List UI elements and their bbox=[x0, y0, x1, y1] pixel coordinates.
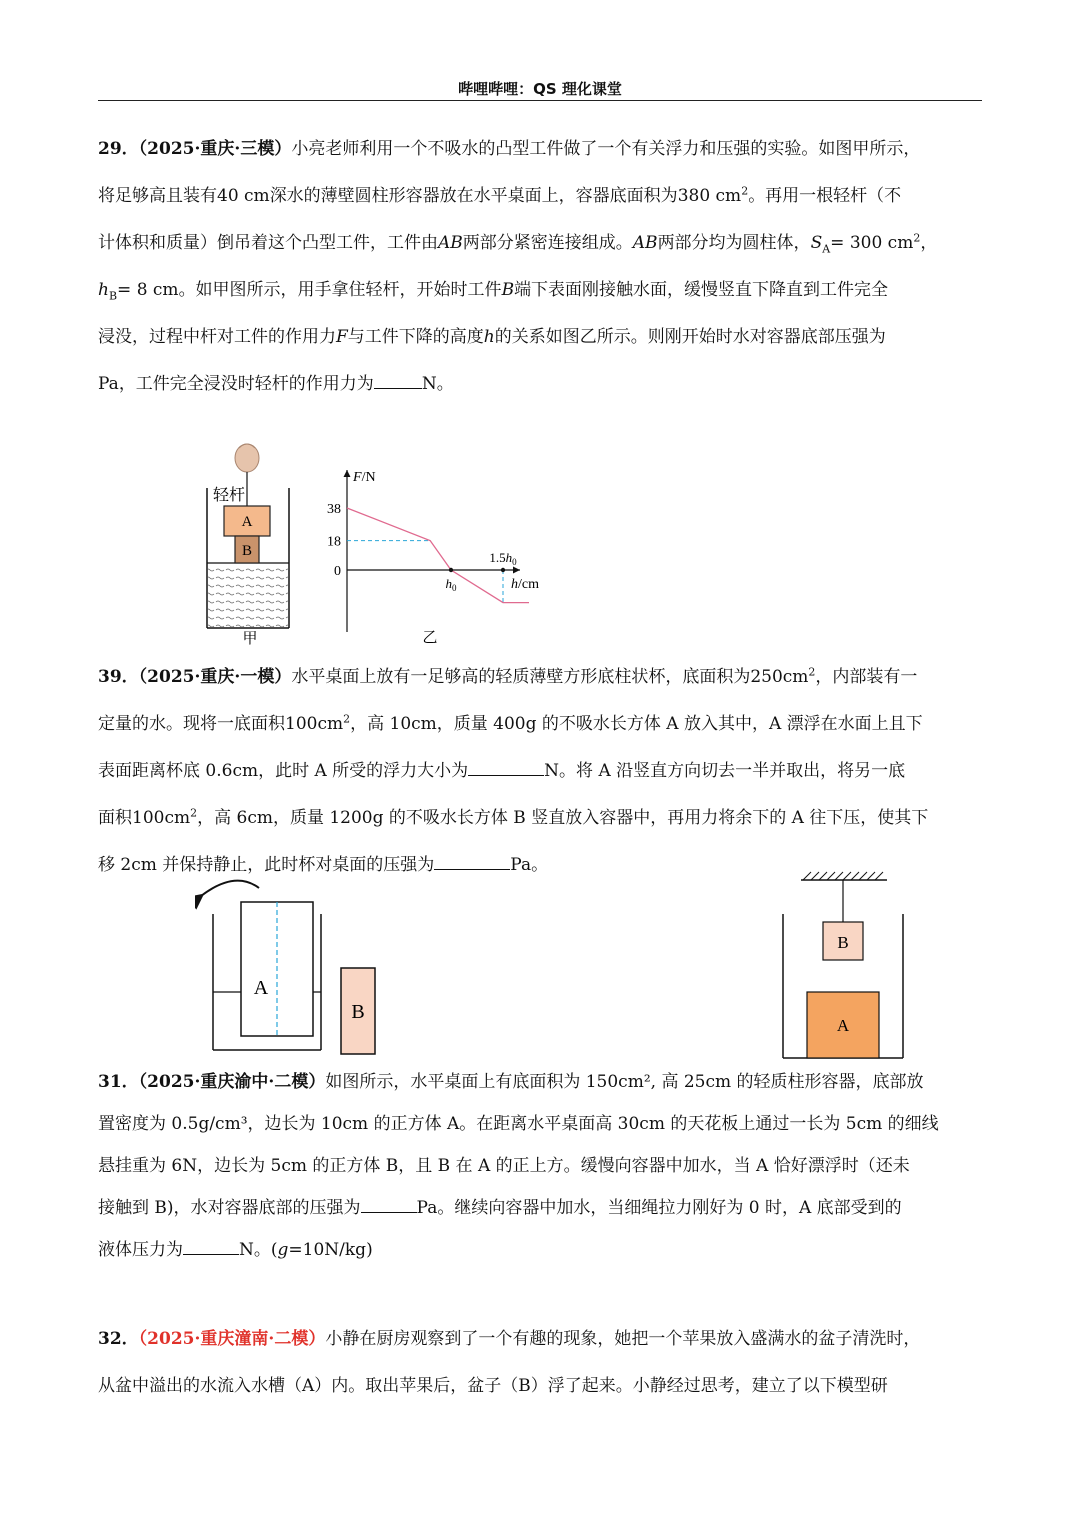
text: h bbox=[483, 327, 495, 347]
text: 小静在厨房观察到了一个有趣的现象，她把一个苹果放入盛满水的盆子清洗时， bbox=[325, 1329, 921, 1349]
text: 2 bbox=[741, 184, 749, 198]
text: 。再用一根轻杆（不 bbox=[748, 186, 902, 206]
text: 100cm bbox=[285, 714, 344, 734]
text: 将足够高且装有 bbox=[98, 186, 217, 206]
text: 40 cm bbox=[217, 186, 270, 206]
text: 端下表面刚接触水面，缓慢竖直下降直到工件完全 bbox=[514, 280, 889, 300]
block-a-label: A bbox=[836, 1016, 850, 1035]
text: 计体积和质量）倒吊着这个凸型工件，工件由 bbox=[98, 233, 438, 253]
point-h0 bbox=[449, 568, 453, 572]
text: 浸没，过程中杆对工件的作用力 bbox=[98, 327, 336, 347]
text: 。 bbox=[436, 374, 454, 394]
text: =10N/kg) bbox=[288, 1240, 373, 1260]
ceiling-hatch bbox=[803, 872, 883, 880]
question-source: （2025·重庆·三模） bbox=[138, 139, 292, 159]
text: Pa bbox=[98, 374, 119, 394]
figure-yi-caption: 乙 bbox=[422, 630, 438, 646]
question-29 bbox=[98, 126, 982, 408]
answer-blank bbox=[361, 1196, 417, 1213]
text: 置密度为 0.5g/cm³，边长为 10cm 的正方体 A。在距离水平桌面高 30cm 的天花板上通过一长为 5cm 的细线 bbox=[98, 1114, 939, 1134]
text: 2 bbox=[343, 712, 351, 726]
text: 水平桌面上放有一足够高的轻质薄壁方形底柱状杯，底面积为 bbox=[291, 667, 751, 687]
text: S bbox=[810, 233, 823, 253]
block-a-label: A bbox=[253, 977, 269, 999]
text: 面积 bbox=[98, 808, 132, 828]
y-tick-38: 38 bbox=[327, 502, 341, 517]
figure-yi-chart bbox=[315, 462, 560, 652]
text: 与工件下降的高度 bbox=[347, 327, 484, 347]
text: 250cm bbox=[750, 667, 809, 687]
text: 380 cm bbox=[677, 186, 742, 206]
question-number: 31． bbox=[98, 1072, 139, 1092]
question-number: 29． bbox=[98, 139, 139, 159]
text: ，高 10cm，质量 400g 的不吸水长方体 A 放入其中，A 漂浮在水面上且下 bbox=[350, 714, 923, 734]
text: Pa。继续向容器中加水，当细绳拉力刚好为 0 时，A 底部受到的 bbox=[416, 1198, 902, 1218]
text: 移 2cm 并保持静止，此时杯对桌面的压强为 bbox=[98, 855, 435, 875]
text: ，工件完全浸没时轻杆的作用力为 bbox=[118, 374, 374, 394]
question-39 bbox=[98, 654, 982, 889]
block-b-label: B bbox=[351, 1001, 365, 1023]
text: h bbox=[98, 280, 109, 300]
text: 表面距离杯底 0.6cm，此时 A 所受的浮力大小为 bbox=[98, 761, 469, 781]
text: 定量的水。现将一底面积 bbox=[98, 714, 285, 734]
text: AB bbox=[632, 233, 658, 253]
text: B bbox=[501, 280, 515, 300]
text: 接触到 B)，水对容器底部的压强为 bbox=[98, 1198, 361, 1218]
block-a-label: A bbox=[241, 514, 253, 530]
text: 两部分紧密连接组成。 bbox=[462, 233, 633, 253]
question-source: （2025·重庆渝中·二模） bbox=[138, 1072, 326, 1092]
figure-jia bbox=[195, 438, 305, 648]
question-number: 39． bbox=[98, 667, 139, 687]
text: 2 bbox=[913, 231, 921, 245]
text: ，内部装有一 bbox=[815, 667, 918, 687]
text: N。( bbox=[239, 1240, 278, 1260]
text: 2 bbox=[808, 665, 816, 679]
text: 小亮老师利用一个不吸水的凸型工件做了一个有关浮力和压强的实验。如图甲所示， bbox=[291, 139, 921, 159]
text: A bbox=[822, 242, 831, 256]
text: Pa。 bbox=[510, 855, 549, 875]
question-source: （2025·重庆·一模） bbox=[138, 667, 292, 687]
y-tick-0: 0 bbox=[334, 564, 341, 579]
figure-q31 bbox=[775, 868, 915, 1063]
y-axis-label: F/N bbox=[353, 470, 376, 485]
text: F bbox=[336, 327, 348, 347]
text: 深水的薄壁圆柱形容器放在水平桌面上，容器底面积为 bbox=[269, 186, 678, 206]
rotate-arrow-icon bbox=[201, 881, 259, 896]
header-rule bbox=[98, 100, 982, 101]
figure-jia-caption: 甲 bbox=[242, 631, 258, 647]
text: N。将 A 沿竖直方向切去一半并取出，将另一底 bbox=[544, 761, 906, 781]
text: = 8 cm bbox=[117, 280, 179, 300]
text: = 300 cm bbox=[830, 233, 914, 253]
text: 100cm bbox=[132, 808, 191, 828]
text: g bbox=[277, 1240, 289, 1260]
water bbox=[208, 563, 288, 627]
text: ，高 6cm，质量 1200g 的不吸水长方体 B 竖直放入容器中，再用力将余下的 A 往下压，使其下 bbox=[197, 808, 929, 828]
page-header: 哔哩哔哩：QS 理化课堂 bbox=[458, 80, 622, 98]
x-axis-label: h/cm bbox=[511, 577, 539, 592]
y-tick-18: 18 bbox=[327, 534, 341, 550]
question-source: （2025·重庆潼南·二模） bbox=[138, 1329, 326, 1349]
question-32 bbox=[98, 1316, 982, 1410]
figure-q39 bbox=[195, 870, 390, 1060]
point-1-5h0 bbox=[501, 568, 505, 572]
block-b-label: B bbox=[837, 933, 849, 952]
text: 悬挂重为 6N，边长为 5cm 的正方体 B，且 B 在 A 的正上方。缓慢向容器中加水，当 A 恰好漂浮时（还未 bbox=[98, 1156, 910, 1176]
text: 液体压力为 bbox=[98, 1240, 183, 1260]
answer-blank bbox=[183, 1238, 239, 1255]
block-b-label: B bbox=[241, 543, 253, 559]
text: 两部分均为圆柱体， bbox=[657, 233, 811, 253]
question-31 bbox=[98, 1061, 982, 1271]
text: 的关系如图乙所示。则刚开始时水对容器底部压强为 bbox=[494, 327, 886, 347]
answer-blank bbox=[374, 372, 422, 389]
rod-label: 轻杆 bbox=[213, 487, 246, 504]
text: ， bbox=[920, 233, 938, 253]
text: N bbox=[421, 374, 437, 394]
question-number: 32． bbox=[98, 1329, 139, 1349]
hand-icon bbox=[235, 444, 259, 472]
x-tick-h0: $h_0$ bbox=[445, 576, 457, 593]
text: 2 bbox=[190, 806, 198, 820]
text: 。如甲图所示，用手拿住轻杆，开始时工件 bbox=[178, 280, 502, 300]
answer-blank bbox=[434, 853, 510, 870]
x-tick-1-5h0: $1.5h_0$ bbox=[489, 550, 517, 567]
text: 如图所示，水平桌面上有底面积为 150cm², 高 25cm 的轻质柱形容器，底部放 bbox=[325, 1072, 924, 1092]
text: 从盆中溢出的水流入水槽（A）内。取出苹果后，盆子（B）浮了起来。小静经过思考，建立了以下模型研 bbox=[98, 1376, 888, 1396]
answer-blank bbox=[468, 759, 544, 776]
text: AB bbox=[438, 233, 463, 253]
text: B bbox=[108, 289, 118, 303]
